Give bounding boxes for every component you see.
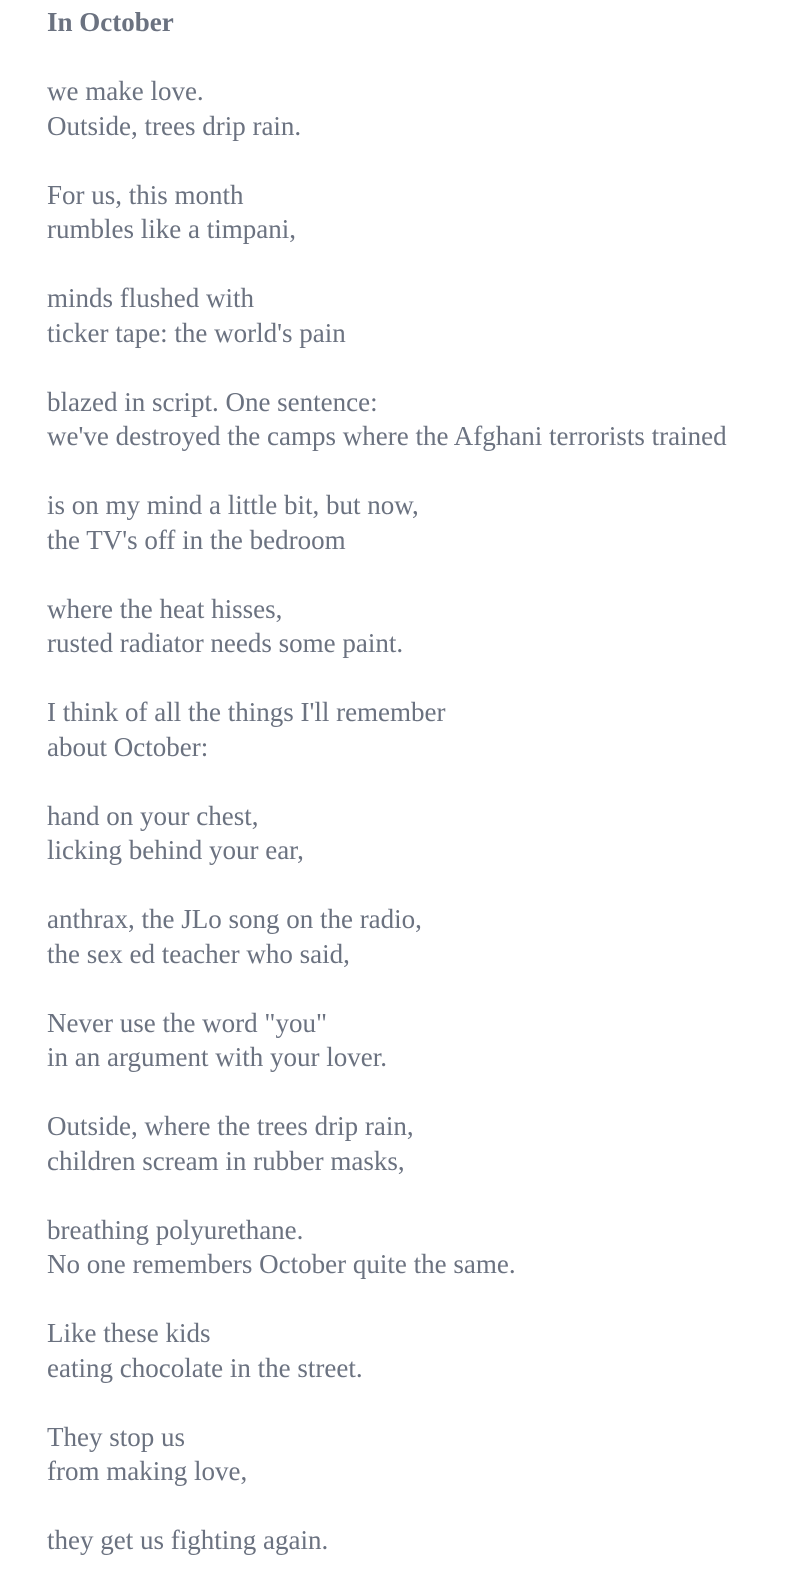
- stanza: [47, 1006, 794, 1075]
- poem-line: Like these kids: [47, 1318, 211, 1348]
- poem-line: they get us fighting again.: [47, 1525, 329, 1555]
- stanza: [47, 592, 794, 661]
- stanza: [47, 281, 794, 350]
- poem-line: eating chocolate in the street.: [47, 1352, 363, 1383]
- poem-line: licking behind your ear,: [47, 835, 304, 865]
- poem-line: rumbles like a timpani,: [47, 214, 296, 244]
- stanza: [47, 695, 794, 764]
- poem-line: ticker tape: the world's pain: [47, 317, 346, 348]
- poem-line: Never use the word "you": [47, 1007, 327, 1038]
- poem-title: In October: [47, 7, 174, 37]
- poem: [47, 0, 794, 1592]
- poem-line: No one remembers October quite the same.: [47, 1249, 516, 1279]
- poem-line: we make love.: [47, 76, 204, 106]
- stanza: [47, 1420, 794, 1489]
- poem-line: For us, this month: [47, 179, 244, 210]
- poem-line: blazed in script. One sentence:: [47, 386, 378, 417]
- poem-line: children scream in rubber masks,: [47, 1145, 405, 1176]
- poem-line: is on my mind a little bit, but now,: [47, 490, 419, 520]
- poem-line: I think of all the things I'll remember: [47, 697, 446, 727]
- stanza: [47, 1523, 794, 1558]
- poem-line: from making love,: [47, 1456, 248, 1486]
- poem-line: in an argument with your lover.: [47, 1042, 387, 1072]
- stanza: [47, 1109, 794, 1178]
- poem-line: Outside, trees drip rain.: [47, 110, 302, 141]
- poem-line: where the heat hisses,: [47, 593, 283, 624]
- stanza: [47, 1316, 794, 1385]
- poem-line: They stop us: [47, 1421, 185, 1452]
- poem-line: we've destroyed the camps where the Afghani terrorists trained: [47, 421, 727, 451]
- poem-line: hand on your chest,: [47, 800, 259, 831]
- poem-line: anthrax, the JLo song on the radio,: [47, 904, 422, 934]
- stanza: [47, 385, 794, 454]
- stanza: [47, 799, 794, 868]
- poem-line: breathing polyurethane.: [47, 1214, 304, 1245]
- poem-line: Outside, where the trees drip rain,: [47, 1111, 414, 1141]
- stanza: [47, 902, 794, 971]
- stanza: [47, 74, 794, 143]
- stanza: [47, 178, 794, 247]
- poem-line: the TV's off in the bedroom: [47, 524, 346, 555]
- poem-line: minds flushed with: [47, 283, 254, 313]
- stanza: [47, 488, 794, 557]
- poem-line: the sex ed teacher who said,: [47, 938, 350, 969]
- poem-line: about October:: [47, 731, 209, 762]
- stanza: [47, 1213, 794, 1282]
- poem-line: rusted radiator needs some paint.: [47, 628, 404, 658]
